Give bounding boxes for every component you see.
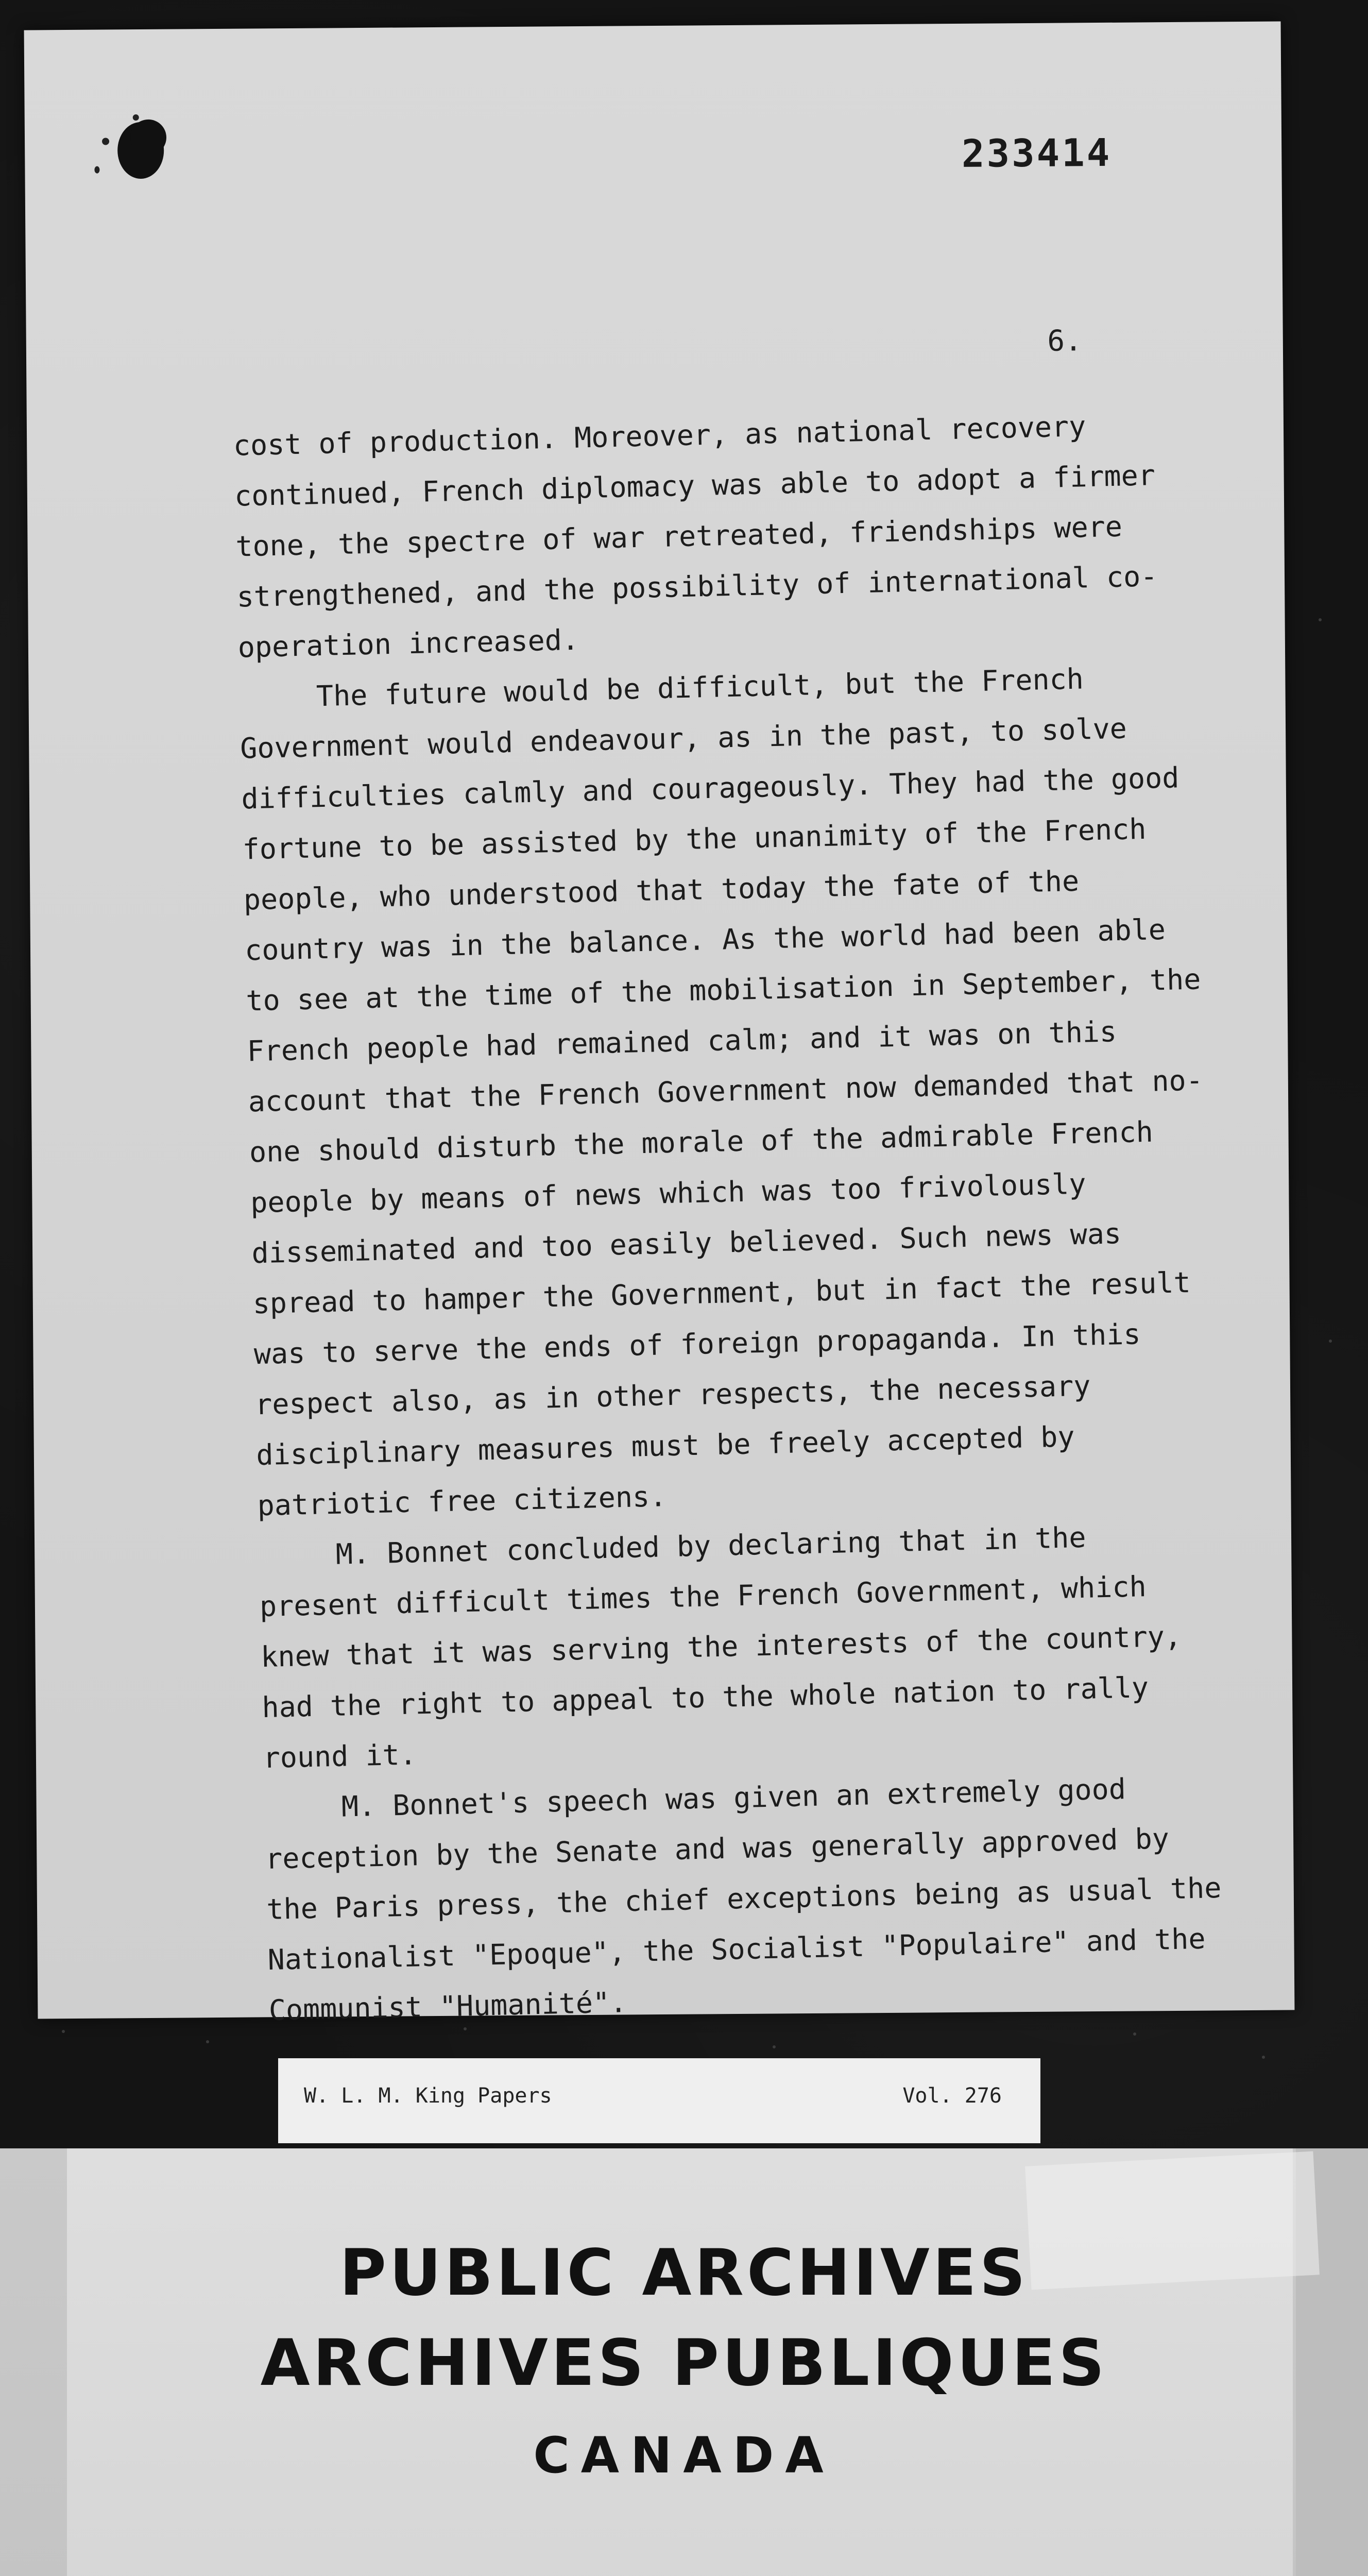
document-number: 233414 [961,130,1112,176]
dust-speck [62,2030,65,2033]
archives-title-english: PUBLIC ARCHIVES [339,2236,1029,2310]
archives-country: CANADA [533,2427,835,2484]
archives-card [0,2148,1368,2576]
dust-speck [1319,618,1322,621]
dust-speck [773,2045,776,2048]
page-number: 6. [1047,324,1083,358]
collection-name: W. L. M. King Papers [304,2084,552,2108]
volume-number: Vol. 276 [902,2084,1002,2108]
ink-dot [94,166,99,174]
punch-hole [130,120,166,156]
dust-speck [1133,2032,1136,2036]
paragraph: M. Bonnet concluded by declaring that in the present difficult times the French Government, which knew that it was serving the interests of the country, had the right to appeal to the whole nation to rally round it. [259,1520,1182,1775]
paragraph: The future would be difficult, but the French Government would endeavour, as in the past, to solve difficulties calmly and courageously. They had the good fortune to be assisted by the unanimity of the French people, who understood that today the fate of the country was in the balance. As the world had been able to see at the time of the mobilisation in September, the French people had remained calm; and it was on this account that the French Government now demanded that no-one should disturb the morale of the admirable French people by means of news which was too frivolously disseminated and too easily believed. Such news was spread to hamper the Government, but in fact the result was to serve the ends of foreign propaganda. In this respect also, as in other respects, the necessary disciplinary measures must be freely accepted by patriotic free citizens. [240,662,1204,1522]
collection-label [278,2058,1040,2143]
document-body [233,399,1227,2036]
ink-dot [102,138,109,145]
dust-speck [1329,1340,1332,1343]
dust-speck [1262,2056,1265,2059]
ink-dot [133,114,139,121]
paragraph: M. Bonnet's speech was given an extremely good reception by the Senate and was generally approved by the Paris press, the chief exceptions being as usual the Nationalist "Epoque", the Socialist "Populaire" and the Communist "Humanité". [265,1772,1222,2027]
typed-document-page [24,22,1295,2027]
paragraph: cost of production. Moreover, as national recovery continued, French diplomacy was able to adopt a firmer tone, the spectre of war retreated, friendships were strengthened, and the possibility of international co-operation increased. [233,410,1158,664]
archives-title-french: ARCHIVES PUBLIQUES [260,2326,1108,2400]
dust-speck [206,2040,209,2043]
